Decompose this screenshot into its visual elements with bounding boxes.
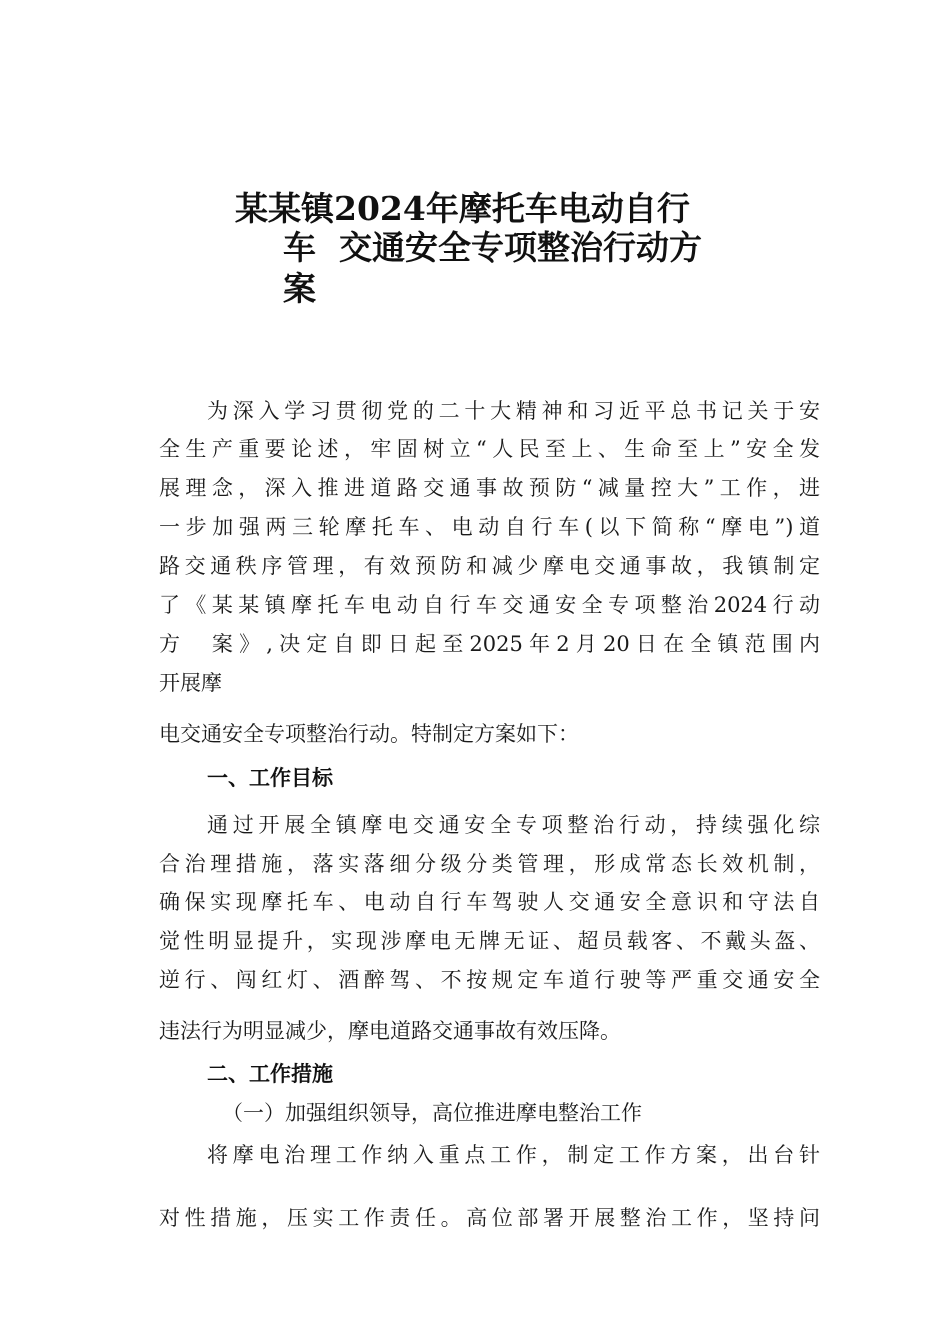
section-1-line-3: 确保实现摩托车、电动自行车驾驶人交通安全意识和守法自 — [159, 890, 820, 914]
section-1-line-1: 通过开展全镇摩电交通安全专项整治行动，持续强化综 — [207, 813, 820, 837]
section-2-heading: 二、工作措施 — [207, 1062, 333, 1086]
intro-line-9: 电交通安全专项整治行动。特制定方案如下： — [159, 722, 579, 746]
intro-line-6: 了《某某镇摩托车电动自行车交通安全专项整治2024行动 — [159, 593, 820, 617]
intro-line-5: 路交通秩序管理，有效预防和减少摩电交通事故，我镇制定 — [159, 554, 820, 578]
intro-line-3: 展理念，深入推进道路交通事故预防“减量控大”工作，进 — [159, 476, 820, 500]
section-1-line-4: 觉性明显提升，实现涉摩电无牌无证、超员载客、不戴头盔、 — [159, 929, 820, 953]
section-1-heading: 一、工作目标 — [207, 766, 333, 790]
intro-line-2: 全生产重要论述，牢固树立“人民至上、生命至上”安全发 — [159, 437, 820, 461]
intro-line-4: 一步加强两三轮摩托车、电动自行车(以下简称“摩电”)道 — [159, 515, 820, 539]
section-2-line-2: 对性措施，压实工作责任。高位部署开展整治工作，坚持问 — [159, 1206, 820, 1230]
section-1-line-6: 违法行为明显减少，摩电道路交通事故有效压降。 — [159, 1019, 621, 1043]
document-title-line-1: 某某镇2024年摩托车电动自行 — [235, 189, 690, 228]
intro-line-1: 为深入学习贯彻党的二十大精神和习近平总书记关于安 — [207, 399, 820, 423]
document-title-line-2: 车 交通安全专项整治行动方 — [283, 228, 702, 267]
section-2-subheading-1: （一）加强组织领导，高位推进摩电整治工作 — [222, 1101, 642, 1125]
section-1-line-5: 逆行、闯红灯、酒醉驾、不按规定车道行驶等严重交通安全 — [159, 968, 820, 992]
document-title-line-3: 案 — [283, 269, 316, 308]
section-1-line-2: 合治理措施，落实落细分级分类管理，形成常态长效机制， — [159, 852, 820, 876]
intro-line-8: 开展摩 — [159, 671, 222, 695]
intro-line-7: 方 案》,决定自即日起至2025年2月20日在全镇范围内 — [159, 632, 820, 656]
section-2-line-1: 将摩电治理工作纳入重点工作，制定工作方案，出台针 — [207, 1143, 820, 1167]
